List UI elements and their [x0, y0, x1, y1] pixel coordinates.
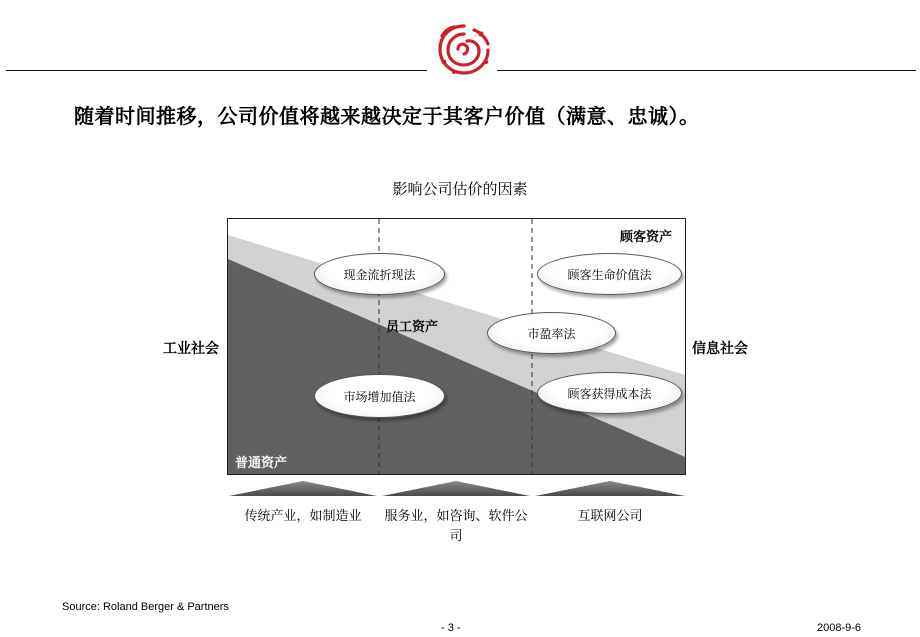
dragon-logo-icon	[434, 22, 494, 78]
customer-assets-label: 顾客资产	[620, 230, 673, 245]
era-caption-internet: 互联网公司	[577, 509, 643, 524]
slide-date: 2008-9-6	[817, 622, 862, 634]
information-society-label: 信息社会	[692, 341, 748, 357]
era-chevron-3	[535, 481, 685, 496]
page-number: - 3 -	[441, 622, 461, 634]
era-caption-services: 服务业，如咨询、软件公司	[384, 509, 528, 544]
era-chevrons	[227, 480, 687, 498]
method-acquisition-cost: 顾客获得成本法	[537, 372, 682, 414]
era-chevron-2	[382, 481, 530, 496]
method-clv: 顾客生命价值法	[537, 253, 682, 295]
method-market-value-added: 市场增加值法	[314, 374, 445, 418]
method-dcf: 现金流折现法	[314, 253, 445, 295]
header-rule-right	[497, 70, 916, 71]
common-assets-label: 普通资产	[235, 456, 288, 471]
header-rule-left	[6, 70, 427, 71]
headline: 随着时间推移，公司价值将越来越决定于其客户价值（满意、忠诚）。	[74, 104, 700, 128]
era-caption-traditional: 传统产业，如制造业	[244, 509, 362, 524]
source-note: Source: Roland Berger & Partners	[62, 601, 229, 613]
chart-title: 影响公司估价的因素	[392, 180, 528, 198]
employee-assets-label: 员工资产	[386, 320, 439, 335]
industrial-society-label: 工业社会	[163, 341, 219, 357]
era-chevron-1	[229, 481, 377, 496]
method-pe: 市盈率法	[487, 312, 616, 354]
